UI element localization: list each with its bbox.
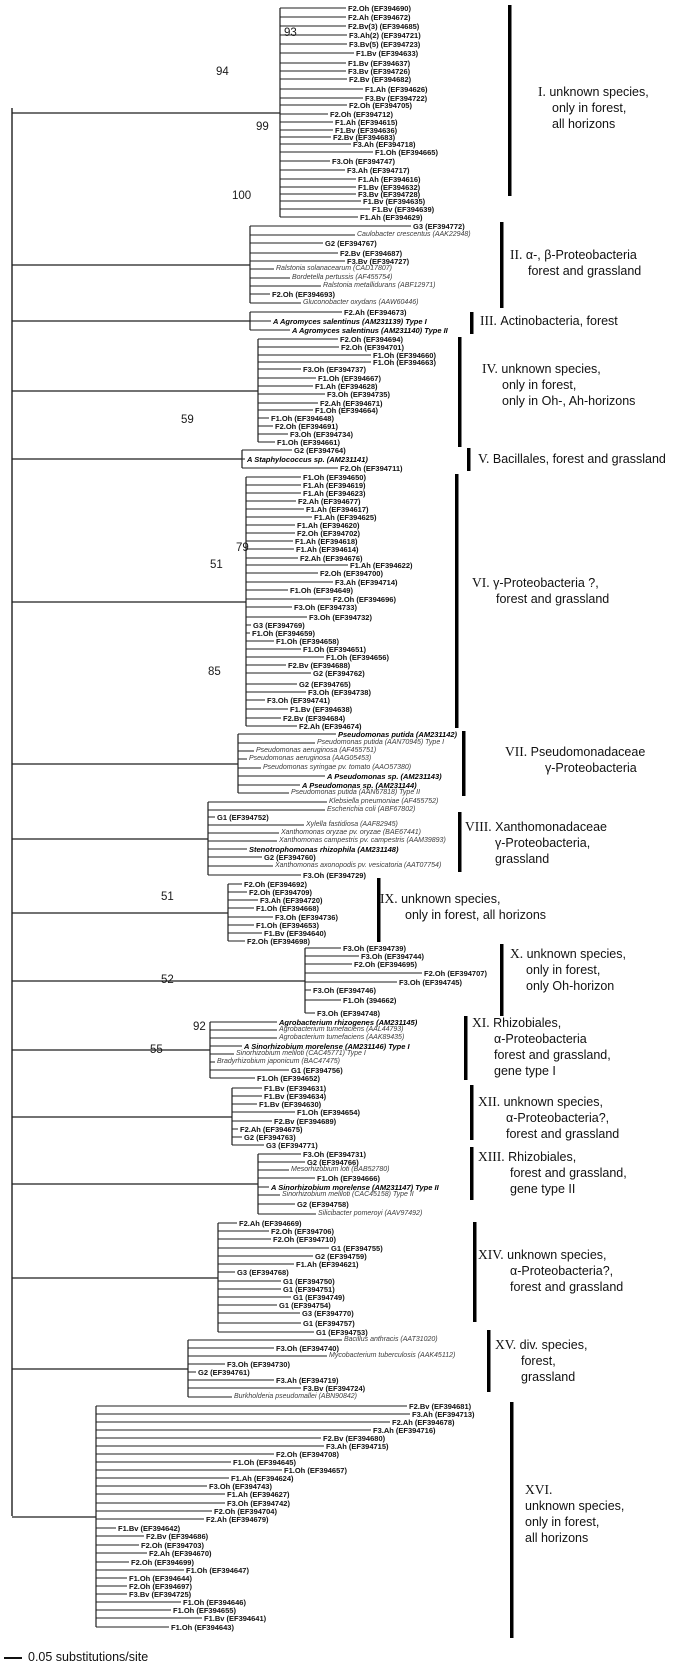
taxon-label: F3.Oh (EF394736) [275, 912, 338, 922]
group-label-line: Pseudomonadaceae [530, 745, 646, 759]
taxon-label: F1.Oh (EF394658) [276, 636, 339, 646]
taxon-label: F2.Bv (EF394682) [349, 74, 412, 84]
group-numeral: VII. [505, 744, 528, 759]
group-label [495, 1337, 587, 1385]
taxon-label: Agrobacterium rhizogenes (AM231145) [279, 1017, 418, 1027]
taxon-label: F1.Bv (EF394630) [259, 1099, 322, 1109]
bootstrap-value: 100 [232, 190, 252, 202]
group-label-line: forest and grassland [506, 1127, 620, 1141]
bootstrap-value: 52 [161, 974, 174, 986]
taxon-label: F1.Oh (EF394659) [252, 628, 315, 638]
taxon-label: F2.Oh (EF394709) [249, 887, 312, 897]
group-label-line: α-, β-Proteobacteria [525, 248, 637, 262]
taxon-label: F1.Bv (EF394636) [335, 125, 398, 135]
taxon-label: Pseudomonas putida (AAN67818) Type II [291, 788, 421, 796]
group-label-line: unknown species, [503, 1095, 603, 1109]
taxon-label: F3.Bv (EF394727) [347, 256, 410, 266]
taxon-label: A Agromyces salentinus (AM231140) Type II [292, 325, 448, 335]
bootstrap-value: 79 [236, 542, 249, 554]
taxon-label: F1.Oh (EF394651) [303, 644, 366, 654]
taxon-label: G3 (EF394769) [253, 620, 305, 630]
taxon-label: G2 (EF394759) [315, 1251, 367, 1261]
taxon-label: G2 (EF394762) [313, 668, 365, 678]
group-label-line: gene type II [510, 1182, 576, 1196]
group-bar [508, 5, 512, 196]
group-label-line: unknown species, [525, 1499, 625, 1513]
taxon-label: F2.Bv (EF394688) [288, 660, 351, 670]
group-label-line: unknown species, [501, 362, 601, 376]
taxon-label: F3.Oh (EF394734) [290, 429, 353, 439]
taxon-label: F1.Ah (EF394614) [296, 544, 359, 554]
taxon-label: F2.Oh (EF394700) [320, 568, 383, 578]
taxon-label: F1.Oh (EF394650) [303, 472, 366, 482]
taxon-label: F2.Oh (EF394706) [271, 1226, 334, 1236]
taxon-label: F3.Bv (EF394725) [129, 1589, 192, 1599]
taxon-label: F1.Oh (EF394655) [173, 1605, 236, 1615]
taxon-label: F2.Oh (EF394692) [244, 879, 307, 889]
taxon-label: G1 (EF394756) [291, 1065, 343, 1075]
group-label-line: unknown species, [526, 947, 626, 961]
group-label-line: Bacillales, forest and grassland [492, 452, 666, 466]
taxon-label: G1 (EF394750) [283, 1276, 335, 1286]
group-label-line: grassland [521, 1370, 576, 1384]
taxon-label: Bacillus anthracis (AAT31020) [344, 1335, 438, 1343]
taxon-label: F1.Oh (EF394660) [373, 350, 436, 360]
taxon-label: F3.Oh (EF394733) [294, 602, 357, 612]
taxon-label: F2.Bv (EF394684) [283, 713, 346, 723]
taxon-label: Agrobacterium tumefaciens (AAL44793) [279, 1025, 404, 1033]
taxon-label: G3 (EF394772) [413, 221, 465, 231]
taxon-label: F2.Ah (EF394678) [392, 1417, 455, 1427]
group-label-line: only in Oh-, Ah-horizons [502, 394, 636, 408]
group-label [380, 891, 546, 923]
group-label-line: unknown species, [549, 85, 649, 99]
taxon-label: G1 (EF394755) [331, 1243, 383, 1253]
taxon-label: Sinorhizobium meliloti (CAC45158) Type II [282, 1190, 414, 1198]
taxon-label: F3.Ah (EF394719) [276, 1375, 339, 1385]
taxon-label: F1.Bv (EF394641) [204, 1613, 267, 1623]
taxon-label: G1 (EF394752) [217, 812, 269, 822]
taxon-label: F1.Oh (EF394656) [326, 652, 389, 662]
taxon-label: F1.Ah (EF394626) [365, 84, 428, 94]
taxon-label: Gluconobacter oxydans (AAW60446) [303, 298, 419, 306]
taxon-label: F2.Ah (EF394673) [344, 307, 407, 317]
taxon-label: Caulobacter crescentus (AAK22948) [357, 230, 471, 238]
taxon-label: F1.Oh (EF394644) [129, 1573, 192, 1583]
taxon-label: F1.Bv (EF394638) [290, 704, 353, 714]
group-label-line: unknown species, [507, 1248, 607, 1262]
taxon-label: F3.Ah (EF394720) [260, 895, 323, 905]
group-label-line: all horizons [552, 117, 616, 131]
group-numeral: XI. [472, 1015, 490, 1030]
taxon-label: F2.Ah (EF394672) [348, 12, 411, 22]
group-numeral: VIII. [465, 819, 492, 834]
taxon-label: F2.Oh (EF394712) [330, 109, 393, 119]
taxon-label: F2.Ah (EF394670) [149, 1548, 212, 1558]
taxon-label: Bordetella pertussis (AF455754) [292, 273, 393, 281]
taxon-label: F1.Ah (EF394617) [306, 504, 369, 514]
taxon-label: G2 (EF394761) [198, 1367, 250, 1377]
taxon-label: Xanthomonas axonopodis pv. vesicatoria (AAT07754) [275, 861, 442, 869]
bootstrap-value: 92 [193, 1021, 206, 1033]
taxon-label: Burkholderia pseudomallei (ABN90842) [234, 1392, 357, 1400]
taxon-label: F1.Bv (EF394639) [372, 204, 435, 214]
taxon-label: F2.Oh (EF394711) [340, 463, 403, 473]
taxon-label: F1.Oh (EF394663) [373, 357, 436, 367]
taxon-label: A Pseudomonas sp. (AM231143) [327, 771, 442, 781]
group-label-line: γ-Proteobacteria, [495, 836, 591, 850]
taxon-label: Stenotrophomonas rhizophila (AM231148) [249, 844, 399, 854]
taxon-label: Sinorhizobium meliloti (CAC45771) Type I [236, 1049, 366, 1057]
taxon-label: F1.Oh (EF394661) [277, 437, 340, 447]
taxon-label: F2.Bv (EF394681) [409, 1401, 472, 1411]
taxon-label: F2.Oh (EF394694) [340, 334, 403, 344]
taxon-label: F3.Oh (EF394744) [361, 951, 424, 961]
taxon-label: F3.Oh (EF394735) [327, 389, 390, 399]
group-label [510, 247, 641, 279]
taxon-label: F2.Ah (EF394677) [298, 496, 361, 506]
taxon-label: F2.Ah (EF394675) [240, 1124, 303, 1134]
group-bar [467, 448, 471, 471]
taxon-label: F1.Ah (EF394627) [227, 1489, 290, 1499]
taxon-label: F2.Oh (EF394704) [214, 1506, 277, 1516]
taxon-label: Ralstonia solanacearum (CAD17807) [276, 264, 392, 272]
taxon-label: F2.Ah (EF394671) [320, 398, 383, 408]
taxon-label: F2.Oh (EF394695) [354, 959, 417, 969]
taxon-label: F3.Oh (EF394741) [267, 695, 330, 705]
taxon-label: Mycobacterium tuberculosis (AAK45112) [329, 1351, 456, 1359]
taxon-label: F1.Ah (EF394623) [303, 488, 366, 498]
taxon-label: F2.Oh (EF394707) [424, 968, 487, 978]
taxon-label: F3.Bv (EF394728) [358, 189, 421, 199]
group-bar [470, 1085, 474, 1140]
group-bar [455, 474, 459, 728]
taxon-label: F1.Bv (EF394633) [356, 48, 419, 58]
taxon-label: A Sinorhizobium morelense (AM231147) Type II [271, 1182, 439, 1192]
group-label-line: γ-Proteobacteria ?, [493, 576, 599, 590]
taxon-label: Mesorhizobium loti (BAB52780) [291, 1165, 390, 1173]
taxon-label: A Pseudomonas sp. (AM231144) [302, 780, 417, 790]
group-numeral: X. [510, 946, 524, 961]
bootstrap-value: 99 [256, 121, 269, 133]
taxon-label: F2.Bv (EF394687) [340, 248, 403, 258]
taxon-label: F2.Oh (EF394696) [333, 594, 396, 604]
group-label [480, 313, 618, 329]
taxon-label: F1.Oh (394662) [343, 995, 397, 1005]
bootstrap-value: 59 [181, 414, 194, 426]
taxon-label: F1.Oh (EF394648) [271, 413, 334, 423]
taxon-label: F1.Ah (EF394615) [335, 117, 398, 127]
group-label-line: only Oh-horizon [526, 979, 615, 993]
group-label [478, 1094, 619, 1142]
group-numeral: V. [478, 451, 490, 466]
taxon-label: F3.Oh (EF394748) [317, 1008, 380, 1018]
taxon-label: F1.Ah (EF394628) [315, 381, 378, 391]
group-label-line: Rhizobiales, [493, 1016, 562, 1030]
taxon-label: G2 (EF394763) [244, 1132, 296, 1142]
taxon-label: F3.Bv (EF394724) [303, 1383, 366, 1393]
taxon-label: Pseudomonas putida (AAN70945) Type I [317, 738, 445, 746]
group-numeral: IX. [380, 891, 398, 906]
taxon-label: G2 (EF394758) [297, 1199, 349, 1209]
taxon-label: Agrobacterium tumefaciens (AAK89435) [279, 1033, 405, 1041]
taxon-label: F2.Oh (EF394703) [141, 1540, 204, 1550]
taxon-label: F2.Bv(3) (EF394685) [348, 21, 420, 31]
taxon-label: G1 (EF394751) [283, 1284, 335, 1294]
taxon-label: F1.Bv (EF394632) [358, 182, 421, 192]
taxon-label: F1.Oh (EF394645) [233, 1457, 296, 1467]
taxon-label: Ralstonia metallidurans (ABF12971) [323, 281, 436, 289]
group-numeral: II. [510, 247, 523, 262]
taxon-label: F3.Ah (EF394714) [335, 577, 398, 587]
taxon-label: Pseudomonas syringae pv. tomato (AAO57380) [263, 763, 412, 771]
taxon-label: Klebsiella pneumoniae (AF455752) [329, 797, 439, 805]
bootstrap-value: 93 [284, 27, 297, 39]
bootstrap-value: 55 [150, 1044, 163, 1056]
group-label [482, 361, 635, 409]
taxon-label: F1.Ah (EF394621) [296, 1259, 359, 1269]
group-label-line: gene type I [494, 1064, 556, 1078]
taxon-label: F2.Oh (EF394698) [247, 936, 310, 946]
taxon-label: F3.Ah (EF394716) [373, 1425, 436, 1435]
group-label-line: forest and grassland [510, 1280, 624, 1294]
group-label-line: γ-Proteobacteria [545, 761, 637, 775]
taxon-label: F2.Oh (EF394697) [129, 1581, 192, 1591]
group-label [465, 819, 607, 867]
taxon-label: G1 (EF394754) [279, 1300, 331, 1310]
group-bar [500, 944, 504, 1016]
taxon-label: F1.Ah (EF394618) [295, 536, 358, 546]
taxon-label: A Agromyces salentinus (AM231139) Type I [273, 316, 427, 326]
group-label-line: forest, [521, 1354, 556, 1368]
bootstrap-value: 51 [210, 559, 223, 571]
taxon-label: F3.Oh (EF394731) [303, 1149, 366, 1159]
taxon-label: F2.Oh (EF394710) [273, 1234, 336, 1244]
taxon-label: F1.Ah (EF394625) [314, 512, 377, 522]
taxon-label: F3.Oh (EF394745) [399, 977, 462, 987]
taxon-label: F3.Oh (EF394737) [303, 364, 366, 374]
taxon-label: F3.Bv (EF394726) [348, 66, 411, 76]
taxon-label: G2 (EF394760) [264, 852, 316, 862]
group-numeral: VI. [472, 575, 490, 590]
group-label-line: only in forest, [502, 378, 577, 392]
group-numeral: XII. [478, 1094, 501, 1109]
taxon-label: Pseudomonas putida (AM231142) [338, 729, 458, 739]
group-label [472, 575, 609, 607]
group-label [472, 1015, 611, 1079]
taxon-label: F2.Bv (EF394689) [274, 1116, 337, 1126]
taxon-label: F3.Ah(2) (EF394721) [349, 30, 421, 40]
taxon-label: F1.Ah (EF394624) [231, 1473, 294, 1483]
taxon-label: F2.Ah (EF394669) [239, 1218, 302, 1228]
group-bar [487, 1330, 491, 1392]
taxon-label: F3.Oh (EF394742) [227, 1498, 290, 1508]
taxon-label: F1.Bv (EF394642) [118, 1523, 181, 1533]
taxon-label: Xanthomonas oryzae pv. oryzae (BAE67441) [281, 828, 421, 836]
group-bar [510, 1402, 514, 1638]
taxon-label: F3.Oh (EF394740) [276, 1343, 339, 1353]
taxon-label: F1.Bv (EF394631) [264, 1083, 327, 1093]
taxon-label: G1 (EF394753) [316, 1327, 368, 1337]
taxon-label: F3.Ah (EF394718) [353, 139, 416, 149]
taxon-label: F2.Oh (EF394690) [348, 3, 411, 13]
group-label-line: only in forest, all horizons [405, 908, 547, 922]
group-bar [464, 1016, 468, 1080]
taxon-label: F3.Oh (EF394747) [332, 156, 395, 166]
taxon-label: F1.Oh (EF394667) [318, 373, 381, 383]
group-numeral: XVI. [525, 1482, 553, 1497]
group-numeral: IV. [482, 361, 498, 376]
taxon-label: F1.Bv (EF394637) [348, 58, 411, 68]
taxon-label: F2.Ah (EF394676) [300, 553, 363, 563]
taxon-label: G2 (EF394764) [294, 445, 346, 455]
taxon-label: F1.Ah (EF394616) [358, 174, 421, 184]
taxon-label: F1.Ah (EF394622) [350, 560, 413, 570]
taxon-label: A Staphylococcus sp. (AM231141) [247, 454, 368, 464]
taxon-label: Xylella fastidiosa (AAF82945) [306, 820, 398, 828]
taxon-label: F3.Bv (EF394722) [365, 93, 428, 103]
group-bar [470, 312, 474, 334]
taxon-label: F1.Oh (EF394654) [297, 1107, 360, 1117]
taxon-label: F3.Oh (EF394743) [209, 1481, 272, 1491]
taxon-label: F3.Oh (EF394730) [227, 1359, 290, 1369]
taxon-label: F2.Ah (EF394679) [206, 1514, 269, 1524]
group-label-line: Rhizobiales, [508, 1150, 577, 1164]
taxon-label: Silicibacter pomeroyi (AAV97492) [318, 1209, 423, 1217]
group-label-line: forest and grassland [528, 264, 642, 278]
taxon-label: F3.Oh (EF394732) [309, 612, 372, 622]
bootstrap-value: 94 [216, 66, 229, 78]
taxon-label: F1.Ah (EF394629) [360, 212, 423, 222]
group-label-line: forest and grassland, [510, 1166, 627, 1180]
taxon-label: F1.Oh (EF394666) [317, 1173, 380, 1183]
taxon-label: F3.Ah (EF394715) [326, 1441, 389, 1451]
taxon-label: F2.Oh (EF394708) [276, 1449, 339, 1459]
taxon-label: F3.Oh (EF394746) [313, 985, 376, 995]
group-label [478, 1149, 627, 1197]
taxon-label: F3.Oh (EF394738) [308, 687, 371, 697]
group-label-line: only in forest, [552, 101, 627, 115]
taxon-label: F1.Oh (EF394664) [315, 405, 378, 415]
group-numeral: XIII. [478, 1149, 505, 1164]
group-bar [458, 337, 462, 447]
taxon-label: Escherichia coli (ABF67802) [327, 805, 416, 813]
taxon-label: F1.Bv (EF394634) [264, 1091, 327, 1101]
group-label-line: grassland [495, 852, 550, 866]
taxon-label: Xanthomonas campestris pv. campestris (AAM39893) [279, 836, 446, 844]
taxon-label: F2.Oh (EF394702) [297, 528, 360, 538]
taxon-label: F2.Oh (EF394693) [272, 289, 335, 299]
scale-bar-label: 0.05 substitutions/site [28, 1650, 149, 1664]
taxon-label: F1.Oh (EF394649) [290, 585, 353, 595]
taxon-label: G3 (EF394771) [266, 1140, 318, 1150]
group-label-line: forest and grassland, [494, 1048, 611, 1062]
group-bar [462, 731, 466, 796]
taxon-label: F2.Bv (EF394686) [146, 1531, 209, 1541]
taxon-label: F1.Oh (EF394647) [186, 1565, 249, 1575]
group-label-line: Actinobacteria, forest [500, 314, 618, 328]
taxon-label: F1.Oh (EF394665) [375, 147, 438, 157]
taxon-label: Pseudomonas aeruginosa (AF455751) [256, 746, 377, 754]
group-label-line: Xanthomonadaceae [495, 820, 608, 834]
taxon-label: F2.Oh (EF394691) [275, 421, 338, 431]
group-label-line: only in forest, [526, 963, 601, 977]
group-bar [473, 1222, 477, 1322]
group-label-line: α-Proteobacteria?, [506, 1111, 610, 1125]
group-numeral: I. [538, 84, 546, 99]
taxon-label: F1.Bv (EF394640) [264, 928, 327, 938]
taxon-label: F1.Bv (EF394635) [363, 196, 426, 206]
group-label [538, 84, 649, 132]
taxon-label: F1.Oh (EF394668) [256, 903, 319, 913]
group-label [478, 451, 666, 467]
taxon-label: F3.Ah (EF394713) [412, 1409, 475, 1419]
group-label [510, 946, 626, 994]
group-label-line: forest and grassland [496, 592, 610, 606]
group-label-line: only in forest, [525, 1515, 600, 1529]
taxon-label: Pseudomonas aeruginosa (AAG05453) [249, 754, 372, 762]
taxon-label: F1.Oh (EF394652) [257, 1073, 320, 1083]
taxon-label: F1.Oh (EF394646) [183, 1597, 246, 1607]
taxon-label: G2 (EF394766) [307, 1157, 359, 1167]
taxon-label: F2.Bv (EF394680) [323, 1433, 386, 1443]
group-numeral: XV. [495, 1337, 517, 1352]
group-label-line: α-Proteobacteria?, [510, 1264, 614, 1278]
group-bar [458, 812, 462, 872]
taxon-label: G3 (EF394768) [237, 1267, 289, 1277]
group-label-line: unknown species, [401, 892, 501, 906]
group-label [525, 1482, 624, 1546]
taxon-label: G3 (EF394770) [302, 1308, 354, 1318]
group-label-line: div. species, [519, 1338, 588, 1352]
taxon-label: F3.Oh (EF394729) [303, 870, 366, 880]
taxon-label: F1.Ah (EF394620) [297, 520, 360, 530]
scale-bar-line [4, 1657, 22, 1659]
taxon-label: F2.Oh (EF394699) [131, 1557, 194, 1567]
taxon-label: F3.Bv(5) (EF394723) [349, 39, 421, 49]
taxon-label: F2.Oh (EF394701) [341, 342, 404, 352]
taxon-label: F2.Ah (EF394674) [299, 721, 362, 731]
bootstrap-value: 51 [161, 891, 174, 903]
taxon-label: Bradyrhizobium japonicum (BAC47475) [217, 1057, 340, 1065]
taxon-label: G2 (EF394767) [325, 238, 377, 248]
taxon-label: F1.Oh (EF394643) [171, 1622, 234, 1632]
group-label-line: α-Proteobacteria [494, 1032, 587, 1046]
taxon-label: G1 (EF394749) [293, 1292, 345, 1302]
taxon-label: F2.Oh (EF394705) [349, 100, 412, 110]
taxon-label: F1.Ah (EF394619) [303, 480, 366, 490]
taxon-label: G1 (EF394757) [303, 1318, 355, 1328]
taxon-label: G2 (EF394765) [299, 679, 351, 689]
taxon-label: F3.Ah (EF394717) [347, 165, 410, 175]
taxon-label: A Sinorhizobium morelense (AM231146) Type I [244, 1041, 410, 1051]
group-numeral: XIV. [478, 1247, 504, 1262]
group-label [505, 744, 645, 776]
taxon-label: F2.Bv (EF394683) [333, 132, 396, 142]
group-numeral: III. [480, 313, 497, 328]
taxon-label: F1.Oh (EF394653) [256, 920, 319, 930]
bootstrap-value: 85 [208, 666, 221, 678]
group-label [478, 1247, 623, 1295]
group-bar [500, 222, 504, 308]
taxon-label: F3.Oh (EF394739) [343, 943, 406, 953]
group-bar [470, 1147, 474, 1200]
group-label-line: all horizons [525, 1531, 589, 1545]
taxon-label: F1.Oh (EF394657) [284, 1465, 347, 1475]
